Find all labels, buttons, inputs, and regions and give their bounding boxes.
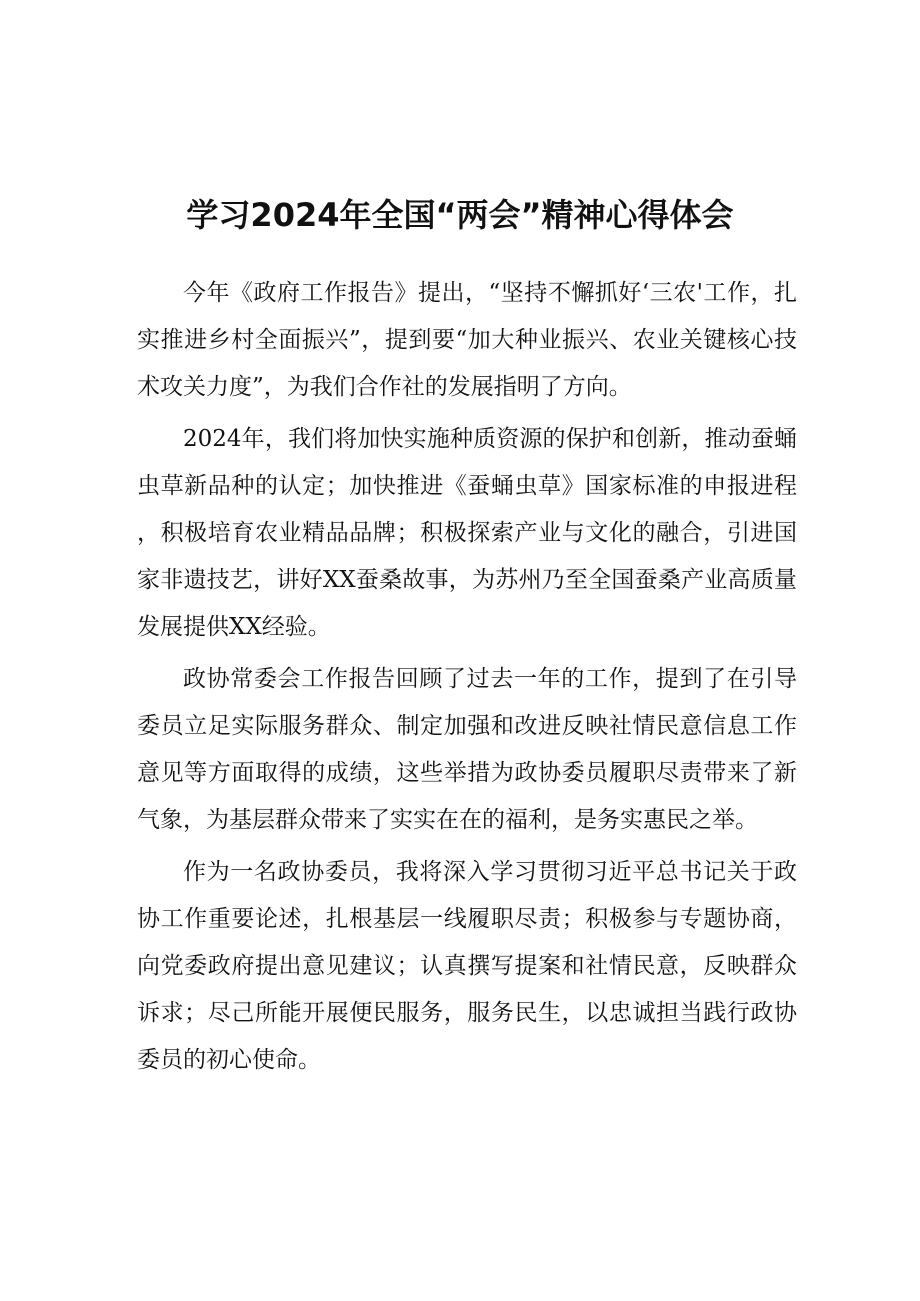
paragraph-4: 作为一名政协委员，我将深入学习贯彻习近平总书记关于政协工作重要论述，扎根基层一线履职尽责；积极参与专题协商，向党委政府提出意见建议；认真撰写提案和社情民意，反映群众诉求；尽己所能开展便民服务，服务民生，以忠诚担当践行政协委员的初心使命。 bbox=[137, 859, 797, 1073]
paragraph-3: 政协常委会工作报告回顾了过去一年的工作，提到了在引导委员立足实际服务群众、制定加强和改进反映社情民意信息工作意见等方面取得的成绩，这些举措为政协委员履职尽责带来了新气象，为基层群众带来了实实在在的福利，是务实惠民之举。 bbox=[137, 666, 797, 833]
document-title: 学习2024年全国“两会”精神心得体会 bbox=[186, 196, 734, 235]
paragraph-2: 2024年，我们将加快实施种质资源的保护和创新，推动蚕蛹虫草新品种的认定；加快推进《蚕蛹虫草》国家标准的申报进程，积极培育农业精品品牌；积极探索产业与文化的融合，引进国家非遗技艺，讲好XX蚕桑故事，为苏州乃至全国蚕桑产业高质量发展提供XX经验。 bbox=[137, 426, 797, 640]
document-body bbox=[137, 270, 797, 1089]
paragraph-1: 今年《政府工作报告》提出，“坚持不懈抓好‘三农'工作，扎实推进乡村全面振兴”，提到要“加大种业振兴、农业关键核心技术攻关力度”，为我们合作社的发展指明了方向。 bbox=[137, 280, 797, 400]
